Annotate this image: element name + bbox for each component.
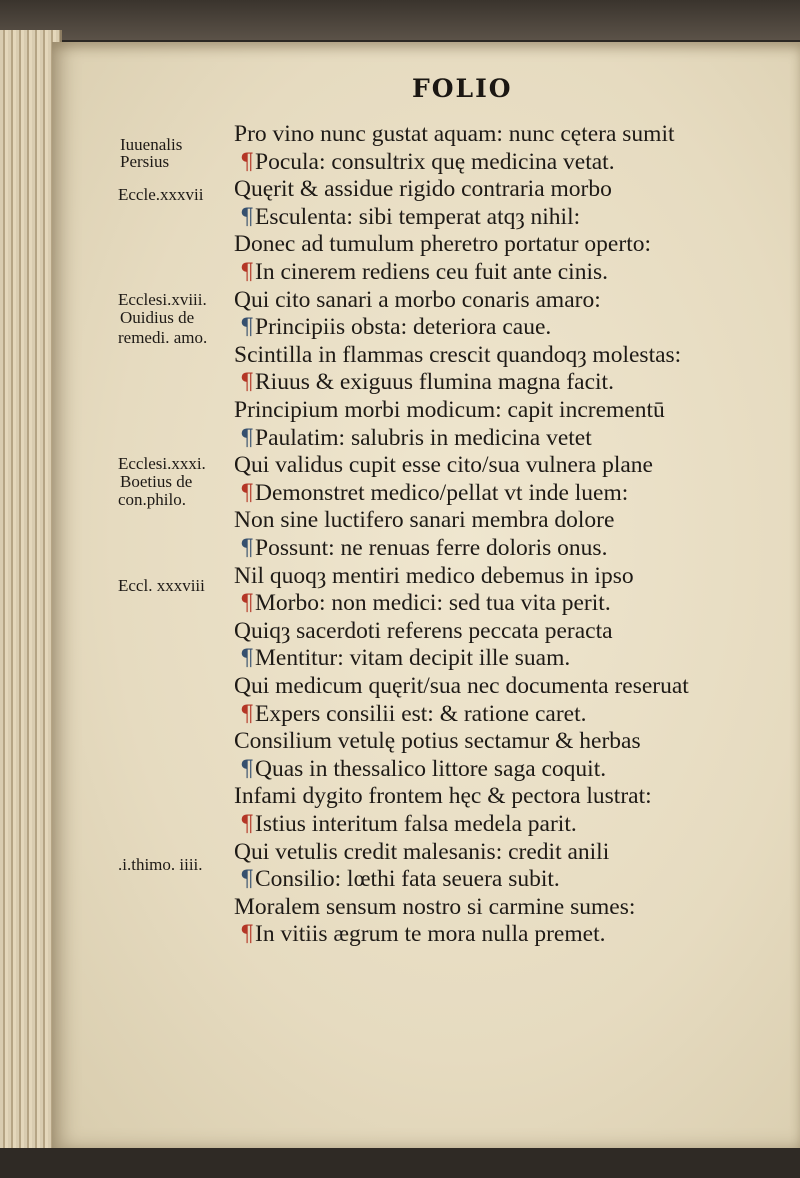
pilcrow-icon: ¶: [240, 480, 254, 506]
verse-text: Infami dygito frontem hęc & pectora lustrat:: [234, 783, 652, 810]
pilcrow-icon: ¶: [240, 756, 254, 782]
verse-text: Esculenta: sibi temperat atqȝ nihil:: [255, 203, 581, 230]
margin-note: Eccle.xxxvii: [118, 185, 204, 204]
verse-text: Scintilla in flammas crescit quandoqȝ molestas:: [234, 341, 682, 368]
margin-note: Persius: [120, 152, 170, 171]
verse-text: In cinerem rediens ceu fuit ante cinis.: [255, 259, 609, 285]
verse-line: [234, 286, 601, 314]
verse-line: [234, 672, 689, 700]
margin-note: Ouidius de: [120, 308, 195, 327]
verse-text: Morbo: non medici: sed tua vita perit.: [255, 590, 611, 617]
verse-text: Demonstret medico/pellat vt inde luem:: [255, 479, 629, 506]
verse-text: Possunt: ne renuas ferre doloris onus.: [255, 535, 608, 561]
verse-text: In vitiis ægrum te mora nulla premet.: [255, 921, 606, 948]
verse-text: Istius interitum falsa medela parit.: [255, 811, 577, 837]
verse-text: Quiqȝ sacerdoti referens peccata peracta: [234, 617, 613, 644]
verse-line: [240, 920, 605, 949]
pilcrow-icon: ¶: [240, 260, 254, 285]
verse-text: Consilio: lœthi fata seuera subit.: [255, 866, 560, 893]
verse-text: Non sine luctifero sanari membra dolore: [234, 507, 615, 534]
verse-text: Mentitur: vitam decipit ille suam.: [255, 645, 571, 672]
verse-text: Principiis obsta: deteriora caue.: [255, 314, 552, 341]
margin-note: remedi. amo.: [118, 328, 208, 347]
pilcrow-icon: ¶: [240, 204, 254, 230]
verse-text: Quas in thessalico littore saga coquit.: [255, 755, 607, 782]
scan-background-bottom: [0, 1148, 800, 1178]
verse-line: [240, 810, 577, 839]
verse-text: Principium morbi modicum: capit incrementū: [234, 397, 665, 423]
margin-note: Ecclesi.xxxi.: [118, 454, 206, 473]
verse-line: [234, 838, 609, 866]
verse-line: [240, 313, 551, 342]
folio-header: FOLIO: [412, 74, 513, 103]
verse-line: [234, 341, 681, 369]
margin-note: Eccl. xxxviii: [118, 576, 205, 595]
pilcrow-icon: ¶: [240, 701, 254, 727]
margin-note: con.philo.: [118, 490, 186, 509]
verse-text: Consilium vetulę potius sectamur & herbas: [234, 728, 641, 755]
verse-line: [240, 644, 570, 673]
verse-text: Qui medicum quęrit/sua nec documenta reseruat: [234, 673, 689, 699]
pilcrow-icon: ¶: [240, 425, 254, 451]
verse-line: [234, 120, 675, 148]
verse-text: Pro vino nunc gustat aquam: nunc cętera sumit: [234, 121, 675, 147]
verse-text: Moralem sensum nostro si carmine sumes:: [234, 893, 636, 920]
pilcrow-icon: ¶: [240, 646, 254, 672]
verse-line: [240, 865, 560, 894]
scan-background-top: [0, 0, 800, 40]
margin-note: Ecclesi.xviii.: [118, 290, 207, 309]
verse-text: Quęrit & assidue rigido contraria morbo: [234, 176, 612, 203]
verse-line: [234, 451, 653, 479]
verse-text: Qui cito sanari a morbo conaris amaro:: [234, 286, 601, 313]
pilcrow-icon: ¶: [240, 370, 254, 396]
pilcrow-icon: ¶: [240, 922, 254, 948]
verse-line: [240, 424, 592, 453]
verse-line: [234, 396, 665, 424]
verse-line: [234, 893, 635, 921]
verse-text: Pocula: consultrix quę medicina vetat.: [255, 148, 615, 175]
verse-text: Nil quoqȝ mentiri medico debemus in ipso: [234, 562, 634, 589]
pilcrow-icon: ¶: [240, 812, 254, 837]
verse-line: [234, 175, 612, 203]
pilcrow-icon: ¶: [240, 149, 254, 175]
margin-note: Boetius de: [120, 472, 193, 491]
verse-text: Donec ad tumulum pheretro portatur operto:: [234, 231, 651, 258]
margin-note: Iuuenalis: [120, 135, 183, 154]
verse-line: [234, 562, 634, 590]
verse-line: [240, 479, 628, 508]
verse-line: [240, 368, 614, 397]
pilcrow-icon: ¶: [240, 315, 254, 341]
verse-text: Riuus & exiguus flumina magna facit.: [255, 369, 614, 396]
verse-line: [234, 727, 641, 755]
verse-text: Qui validus cupit esse cito/sua vulnera plane: [234, 452, 653, 479]
verse-line: [240, 534, 607, 563]
verse-text: Qui vetulis credit malesanis: credit anili: [234, 838, 610, 865]
verse-text: Expers consilii est: & ratione caret.: [255, 700, 587, 727]
verse-line: [240, 203, 580, 232]
verse-line: [240, 700, 587, 729]
verse-line: [234, 230, 651, 258]
margin-note: .i.thimo. iiii.: [118, 855, 203, 874]
verse-line: [240, 589, 611, 618]
verse-line: [240, 148, 615, 177]
verse-line: [240, 258, 608, 287]
verse-line: [234, 782, 652, 810]
verse-line: [240, 755, 606, 784]
pilcrow-icon: ¶: [240, 536, 254, 561]
verse-line: [234, 506, 614, 534]
verse-text: Paulatim: salubris in medicina vetet: [255, 424, 592, 451]
pilcrow-icon: ¶: [240, 591, 254, 617]
pilcrow-icon: ¶: [240, 867, 254, 893]
verse-line: [234, 617, 613, 645]
